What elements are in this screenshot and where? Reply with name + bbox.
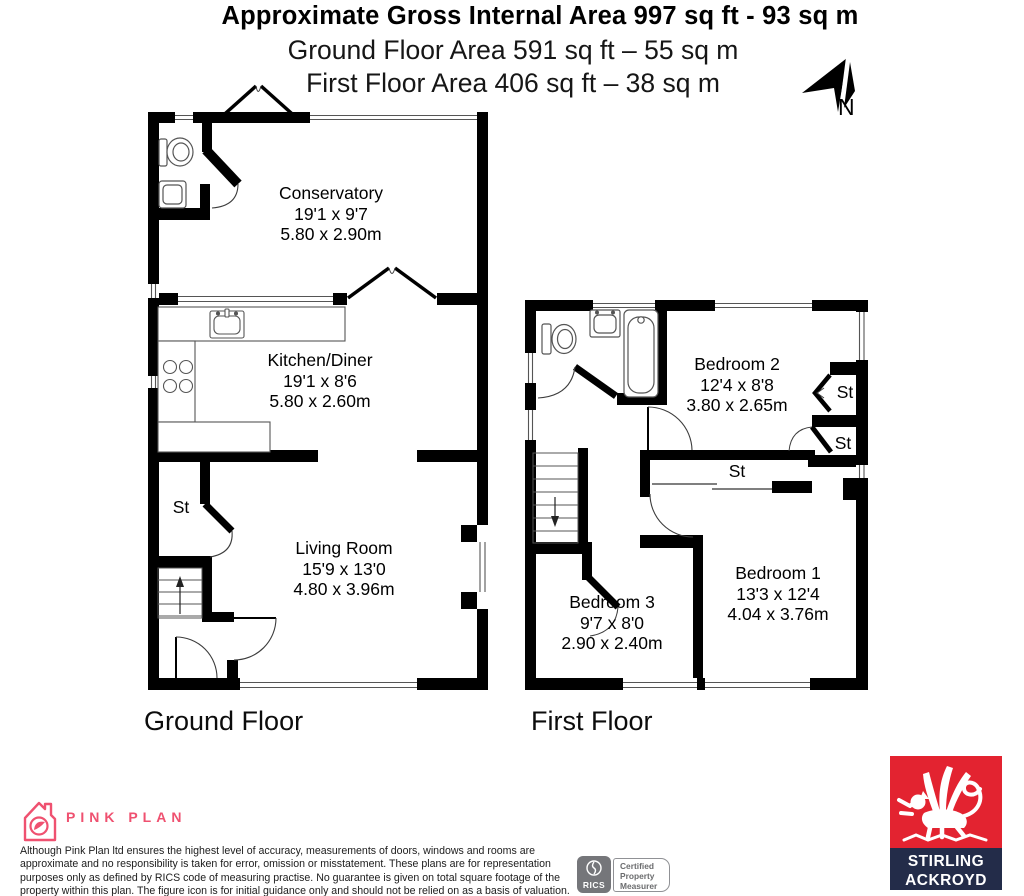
gf-stairs: [158, 568, 202, 618]
storage-label-gf: St: [172, 497, 190, 517]
toilet-icon: [542, 324, 576, 354]
rics-cert-line: Measurer: [620, 880, 658, 891]
rics-cert-line: Certified: [620, 861, 654, 871]
storage-label-ff-closet-1: St: [836, 382, 854, 402]
rics-wordmark: RICS: [582, 880, 606, 890]
ground-floor-caption: Ground Floor: [144, 706, 304, 736]
north-label: N: [838, 94, 855, 120]
basin-icon: [590, 310, 620, 337]
page-title: Approximate Gross Internal Area 997 sq ft - 93 sq m: [221, 2, 859, 30]
first-floor-caption: First Floor: [531, 706, 653, 736]
agent-name-line: ACKROYD: [905, 872, 987, 889]
gf-wall-diagonals: [206, 150, 238, 184]
room-label-bedroom-1: Bedroom 1 13'3 x 12'4 4.04 x 3.76m: [727, 563, 829, 625]
disclaimer-line: approximate and no responsibility is taken for error, omission or misstatement. These plans are for representation: [20, 858, 551, 871]
room-label-bedroom-3: Bedroom 3 9'7 x 8'0 2.90 x 2.40m: [561, 592, 663, 654]
disclaimer-text: [20, 845, 570, 896]
rics-certification-box: [613, 858, 670, 892]
disclaimer-line: property within this plan. The figure icon is for initial guidance only and should not be relied on as a basis of valuation.: [20, 884, 570, 896]
sink-icon: [210, 309, 244, 338]
ff-stairs: [533, 453, 578, 543]
disclaimer-line: Although Pink Plan ltd ensures the highest level of accuracy, measurements of doors, windows and rooms are: [20, 845, 536, 857]
storage-label-ff-wardrobe: St: [728, 461, 746, 481]
rics-badge: [577, 856, 611, 893]
agent-name-line: STIRLING: [907, 853, 985, 870]
storage-label-ff-closet-2: St: [834, 433, 852, 453]
pink-plan-wordmark: PINK PLAN: [66, 809, 187, 825]
basin-icon: [159, 181, 186, 208]
disclaimer-line: purposes only as defined by RICS code of measuring practise. No guarantee is given on total square footage of the: [20, 871, 561, 884]
room-label-bedroom-2: Bedroom 2 12'4 x 8'8 3.80 x 2.65m: [686, 354, 788, 416]
pink-plan-logo-icon: [18, 794, 62, 844]
rics-lion-icon: [577, 856, 611, 880]
first-floor-area-line: First Floor Area 406 sq ft – 38 sq m: [306, 68, 720, 98]
room-label-living-room: Living Room 15'9 x 13'0 4.80 x 3.96m: [293, 538, 395, 600]
agent-logo: [890, 756, 1002, 890]
griffin-icon: [890, 756, 1002, 848]
toilet-icon: [159, 138, 193, 166]
ground-floor-area-line: Ground Floor Area 591 sq ft – 55 sq m: [287, 35, 739, 65]
room-label-kitchen-diner: Kitchen/Diner 19'1 x 8'6 5.80 x 2.60m: [267, 350, 373, 412]
rics-cert-line: Property: [620, 870, 655, 881]
room-label-conservatory: Conservatory 19'1 x 9'7 5.80 x 2.90m: [278, 183, 384, 245]
gf-wc-fixtures: [159, 138, 193, 208]
bathtub-icon: [624, 310, 658, 397]
agent-logo-nameplate: [890, 848, 1002, 890]
agent-logo-crest: [890, 756, 1002, 848]
